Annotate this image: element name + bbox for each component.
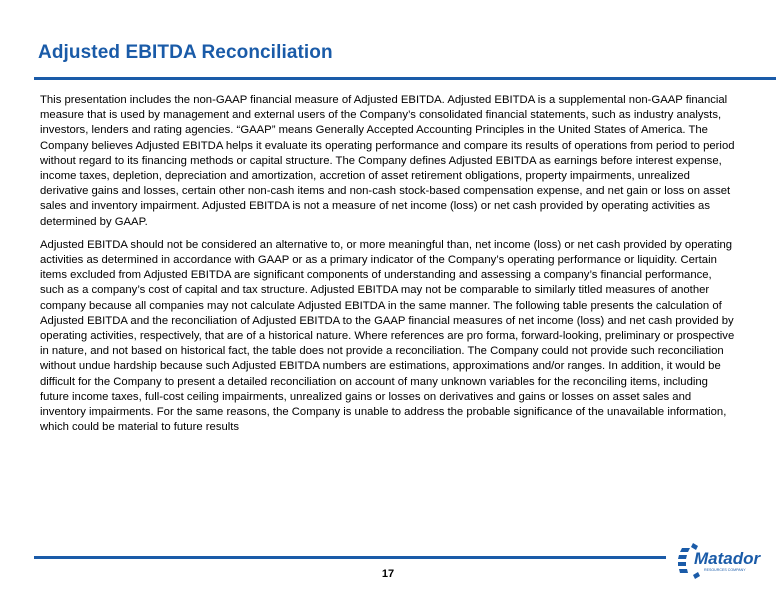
paragraph-definition: This presentation includes the non-GAAP financial measure of Adjusted EBITDA. Adjusted EBITDA is a supplemental non-GAAP financial measure that is used by management and external users of the Company’s consolidated financial statements, such as industry analysts, investors, lenders and rating agencies. “GAAP” means Generally Accepted Accounting Principles in the United States of America. The Company believes Adjusted EBITDA helps it evaluate its operating performance and compare its results of operations from period to period without regard to its financing methods or capital structure. The Company defines Adjusted EBITDA as earnings before interest expense, income taxes, depletion, depreciation and amortization, accretion of asset retirement obligations, property impairments, unrealized derivative gains and losses, certain other non-cash items and non-cash stock-based compensation expense, and net gain or loss on asset sales and inventory impairment. Adjusted EBITDA is not a measure of net income (loss) or net cash provided by operating activities as determined by GAAP. bbox=[40, 94, 735, 228]
title-divider bbox=[34, 77, 776, 80]
matador-logo bbox=[676, 538, 772, 580]
paragraph-limitations: Adjusted EBITDA should not be considered an alternative to, or more meaningful than, net income (loss) or net cash provided by operating activities as determined in accordance with GAAP or as a primary indicator of the Company’s operating performance or liquidity. Certain items excluded from Adjusted EBITDA are significant components of understanding and assessing a company’s financial performance, such as a company’s cost of capital and tax structure. Adjusted EBITDA may not be comparable to similarly titled measures of another company because all companies may not calculate Adjusted EBITDA in the same manner. The following table presents the calculation of Adjusted EBITDA and the reconciliation of Adjusted EBITDA to the GAAP financial measures of net income (loss) and net cash provided by operating activities, respectively, that are of a historical nature. Where references are pro forma, forward-looking, preliminary or prospective in nature, and not based on historical fact, the table does not provide a reconciliation. The Company could not provide such reconciliation without undue hardship because such Adjusted EBITDA numbers are estimations, approximations and/or ranges. In addition, it would be difficult for the Company to present a detailed reconciliation on account of many unknown variables for the reconciling items, including future income taxes, full-cost ceiling impairments, unrealized gains or losses on derivatives and gains or losses on asset sales and inventory impairments. For the same reasons, the Company is unable to address the probable significance of the unavailable information, which could be material to future results bbox=[40, 238, 735, 434]
svg-text:RESOURCES COMPANY: RESOURCES COMPANY bbox=[704, 568, 746, 572]
svg-text:Matador: Matador bbox=[694, 549, 761, 568]
gear-wheel-icon bbox=[676, 538, 772, 580]
page-title: Adjusted EBITDA Reconciliation bbox=[38, 42, 333, 63]
footer-divider bbox=[34, 556, 666, 559]
body-text bbox=[40, 93, 736, 443]
page-number: 17 bbox=[381, 568, 395, 580]
